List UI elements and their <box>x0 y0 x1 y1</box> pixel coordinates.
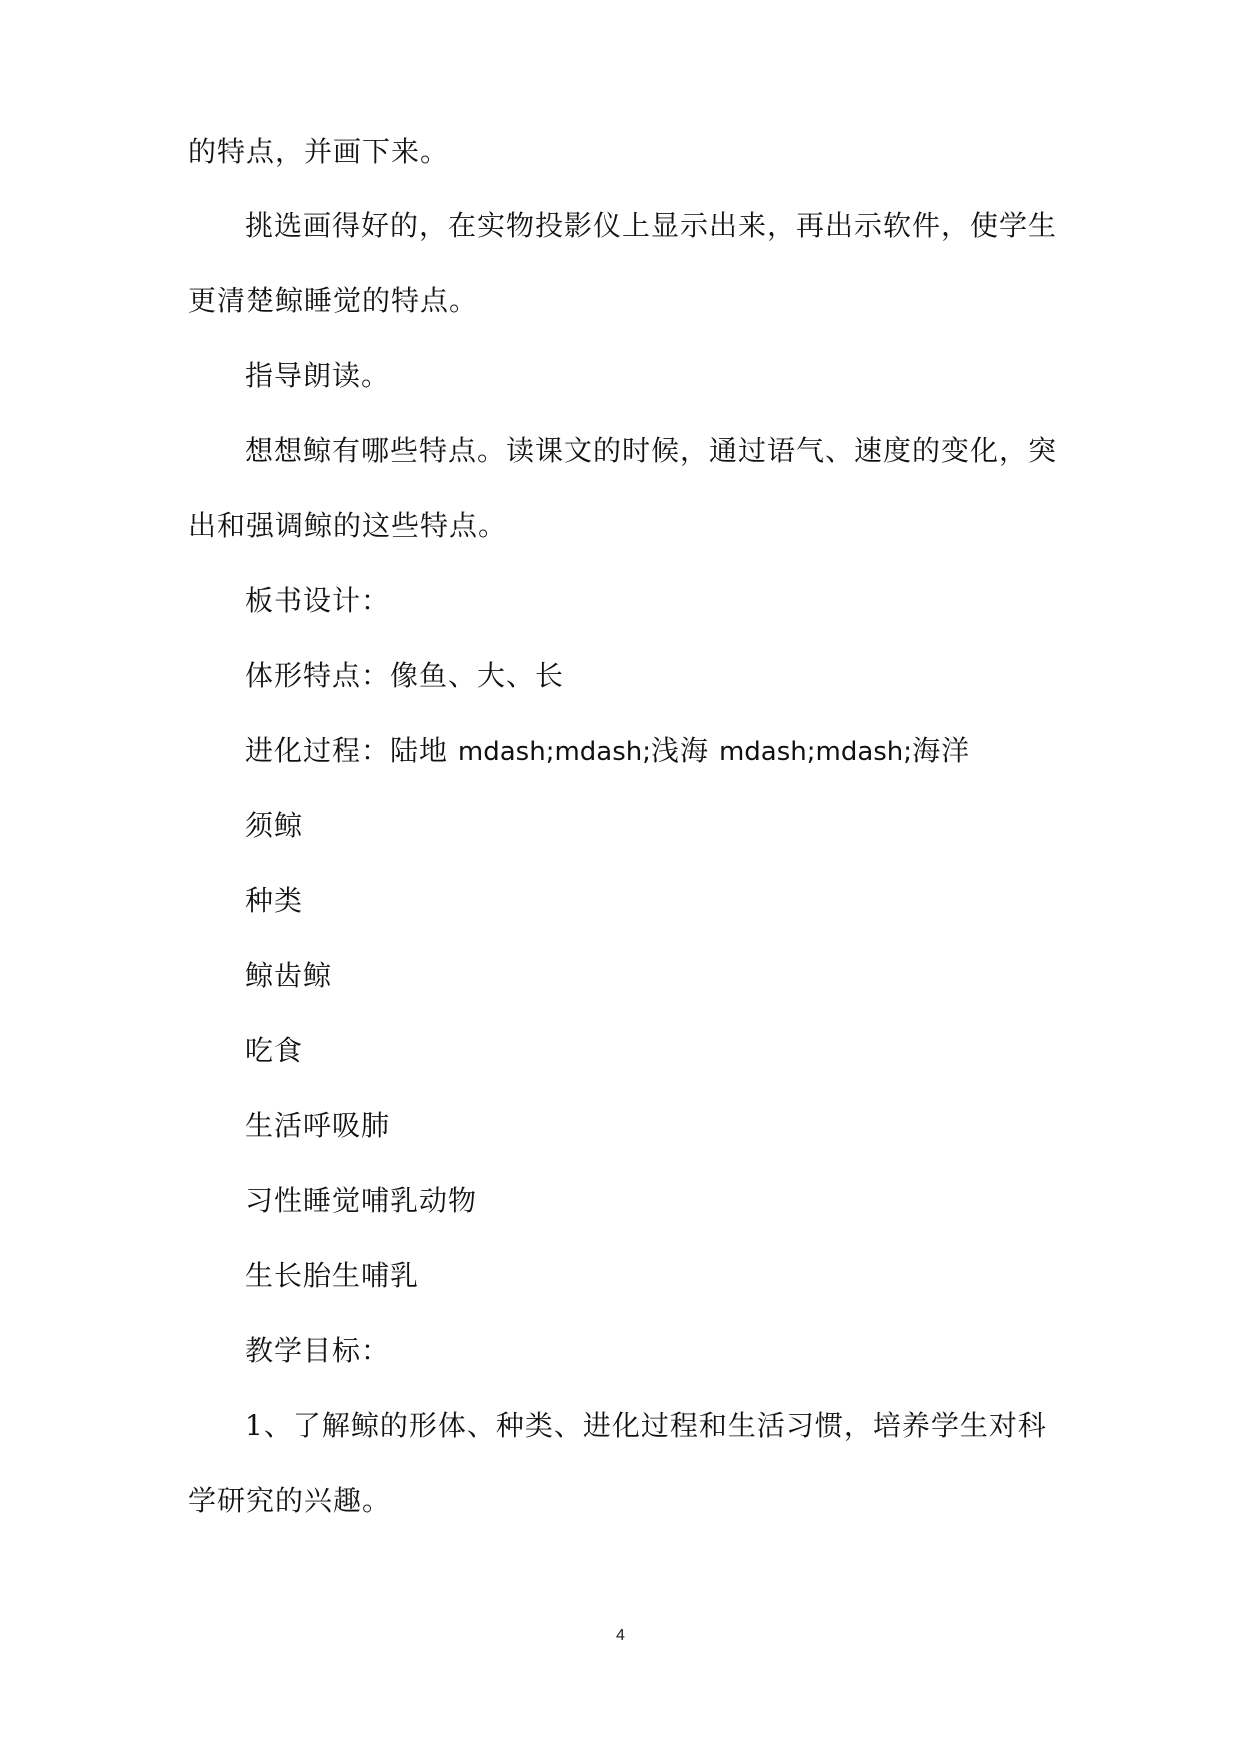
board-line: 鲸齿鲸 <box>245 959 333 992</box>
board-line-evolution <box>245 731 970 772</box>
board-line: 吃食 <box>245 1034 304 1067</box>
paragraph-line: 出和强调鲸的这些特点。 <box>188 509 508 542</box>
evolution-ocean: 海洋 <box>912 734 971 767</box>
paragraph-line: 学研究的兴趣。 <box>188 1484 392 1517</box>
paragraph-line: 挑选画得好的，在实物投影仪上显示出来，再出示软件，使学生 <box>245 209 1058 242</box>
heading-teaching-goals: 教学目标： <box>245 1334 391 1367</box>
board-line: 生长胎生哺乳 <box>245 1259 420 1292</box>
paragraph-line: 指导朗读。 <box>245 359 391 392</box>
heading-board-design: 板书设计： <box>245 584 391 617</box>
board-line-body-shape: 体形特点：像鱼、大、长 <box>245 659 565 692</box>
paragraph-line: 更清楚鲸睡觉的特点。 <box>188 284 479 317</box>
paragraph-line: 1、了解鲸的形体、种类、进化过程和生活习惯，培养学生对科 <box>245 1409 1047 1442</box>
paragraph-line: 的特点，并画下来。 <box>188 135 450 168</box>
page-number: 4 <box>616 1627 625 1644</box>
evolution-land: 进化过程：陆地 <box>245 734 449 767</box>
evolution-shallow-sea: 浅海 <box>651 734 710 767</box>
paragraph-line: 想想鲸有哪些特点。读课文的时候，通过语气、速度的变化，突 <box>245 434 1058 467</box>
board-line: 种类 <box>245 884 304 917</box>
evolution-dash: mdash;mdash; <box>457 737 652 767</box>
board-line: 习性睡觉哺乳动物 <box>245 1184 478 1217</box>
evolution-dash: mdash;mdash; <box>718 737 913 767</box>
board-line: 须鲸 <box>245 809 304 842</box>
board-line: 生活呼吸肺 <box>245 1109 391 1142</box>
